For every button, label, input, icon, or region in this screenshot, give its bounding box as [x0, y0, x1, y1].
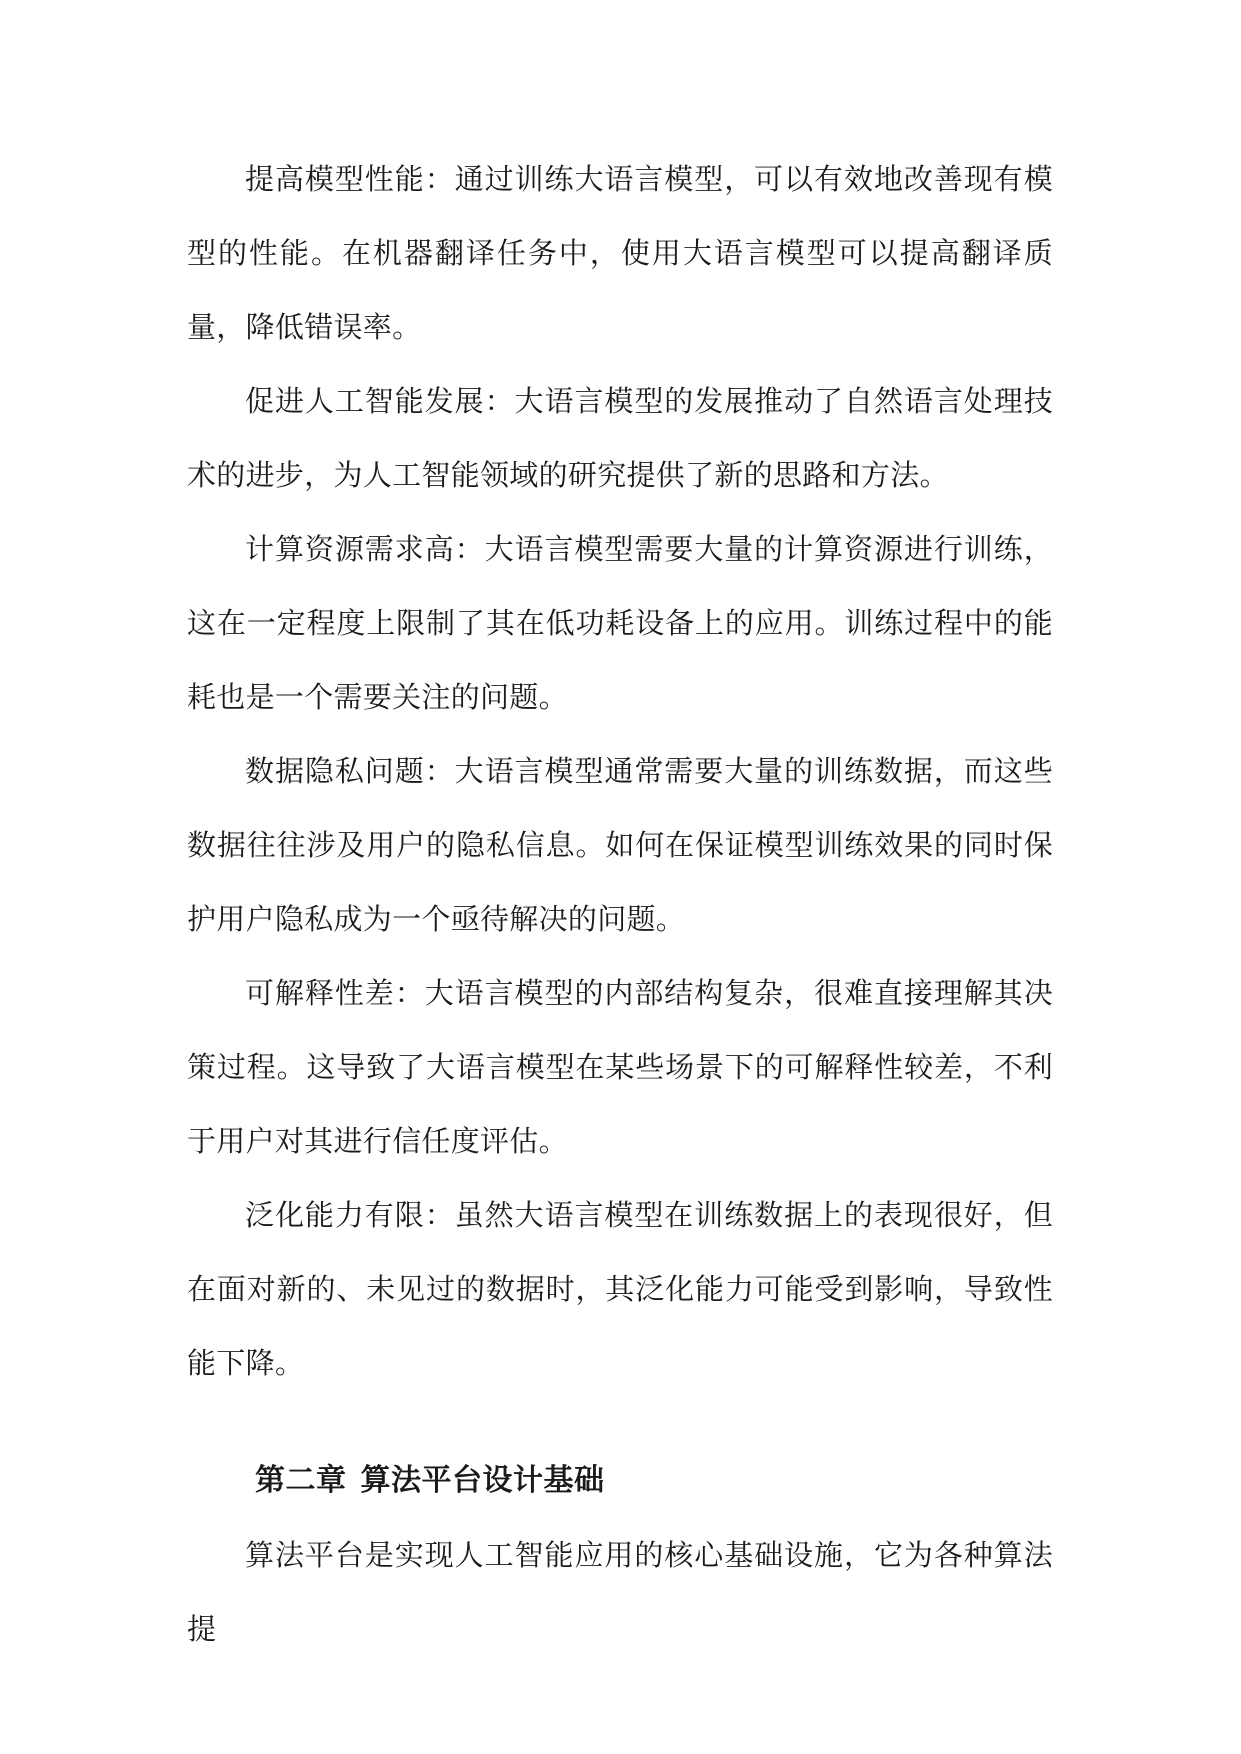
paragraph-improve-performance: 提高模型性能：通过训练大语言模型，可以有效地改善现有模型的性能。在机器翻译任务中，使用大语言模型可以提高翻译质量，降低错误率。 [187, 162, 1053, 344]
chapter-number: 第二章 [255, 1463, 347, 1498]
paragraph-interpretability: 可解释性差：大语言模型的内部结构复杂，很难直接理解其决策过程。这导致了大语言模型在某些场景下的可解释性较差，不利于用户对其进行信任度评估。 [187, 976, 1053, 1158]
paragraph-generalization: 泛化能力有限：虽然大语言模型在训练数据上的表现很好，但在面对新的、未见过的数据时，其泛化能力可能受到影响，导致性能下降。 [187, 1198, 1053, 1380]
paragraph-compute-cost: 计算资源需求高：大语言模型需要大量的计算资源进行训练，这在一定程度上限制了其在低功耗设备上的应用。训练过程中的能耗也是一个需要关注的问题。 [187, 532, 1053, 714]
chapter-heading [187, 1444, 1053, 1518]
document-page [187, 142, 1053, 1666]
paragraph-data-privacy: 数据隐私问题：大语言模型通常需要大量的训练数据，而这些数据往往涉及用户的隐私信息。如何在保证模型训练效果的同时保护用户隐私成为一个亟待解决的问题。 [187, 754, 1053, 936]
paragraph-chapter-intro: 算法平台是实现人工智能应用的核心基础设施，它为各种算法提 [187, 1538, 1053, 1646]
paragraph-promote-ai: 促进人工智能发展：大语言模型的发展推动了自然语言处理技术的进步，为人工智能领域的研究提供了新的思路和方法。 [187, 384, 1053, 492]
chapter-title: 算法平台设计基础 [360, 1463, 605, 1498]
